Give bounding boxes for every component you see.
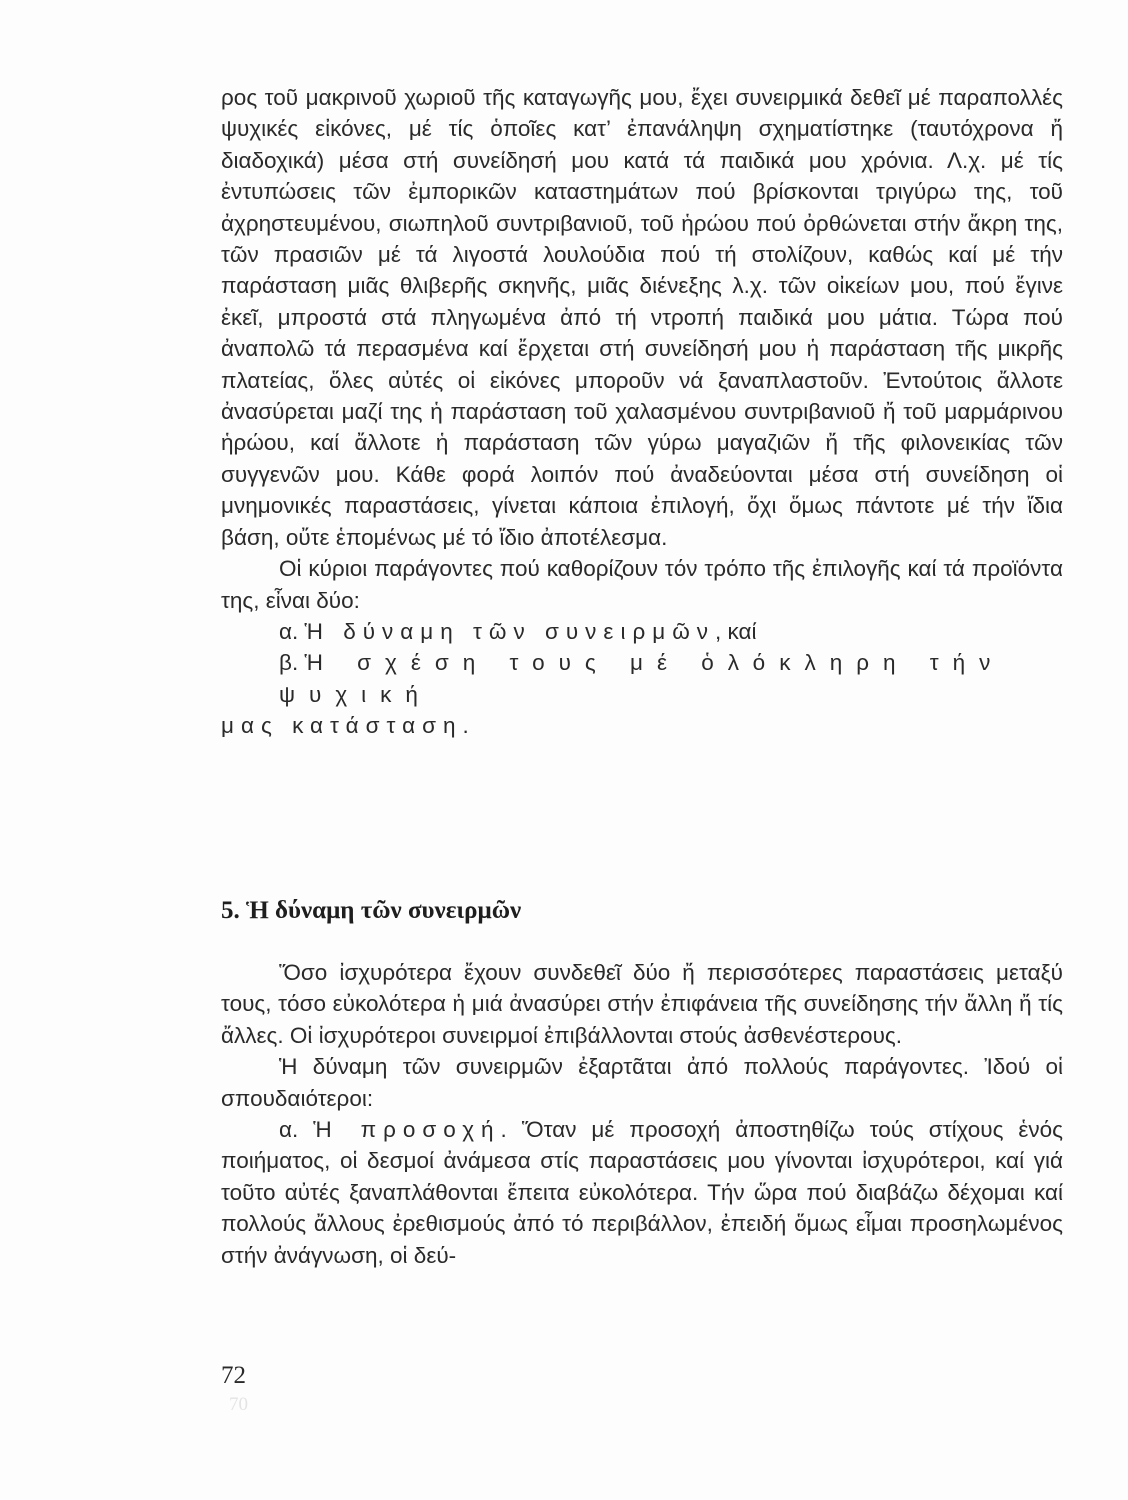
list-item-a-suffix: , καί (715, 618, 757, 644)
bottom-text-block (221, 957, 1063, 1271)
paragraph-strength: Ὅσο ἰσχυρότερα ἔχουν συνδεθεῖ δύο ἤ περισσότερες παραστάσεις μεταξύ τους, τόσο εὐκολότερα ἡ μιά ἀνασύρει στήν ἐπιφάνεια τῆς συνείδησης τήν ἄλλη ἤ τίς ἄλλες. Οἱ ἰσχυρότεροι συνειρμοί ἐπιβάλλονται στούς ἀσθενέστερους. (221, 960, 1063, 1048)
item-attention-spaced-title: Ἡ προσοχή (313, 1117, 501, 1143)
top-text-block (221, 82, 1063, 742)
list-item-a (221, 616, 1063, 647)
list-item-b-spaced-line1: Ἡ σχέση τους μέ ὁλόκληρη τήν ψυχική (279, 650, 1005, 707)
page-number: 72 (221, 1362, 246, 1389)
item-attention-prefix: α. (279, 1117, 314, 1143)
list-item-a-spaced-text: Ἡ δύναμη τῶν συνειρμῶν (304, 618, 716, 644)
list-item-b-continuation (221, 710, 1063, 741)
list-item-b (221, 647, 1063, 710)
list-item-a-prefix: α. (279, 618, 305, 644)
show-through-page-number: 70 (229, 1394, 248, 1415)
list-item-b-spaced-line2: μας κατάσταση (221, 713, 463, 739)
paragraph-dependence: Ἡ δύναμη τῶν συνειρμῶν ἐξαρτᾶται ἀπό πολλούς παράγοντες. Ἰδού οἱ σπουδαιότεροι: (221, 1054, 1063, 1111)
paragraph-factors: Οἱ κύριοι παράγοντες πού καθορίζουν τόν τρόπο τῆς ἐπιλογῆς καί τά προϊόντα της, εἶναι δύο: (221, 556, 1063, 613)
section-heading: 5. Ἡ δύναμη τῶν συνειρμῶν (221, 897, 522, 924)
item-attention-text: . Ὅταν μέ προσοχή ἀποστηθίζω τούς στίχους ἑνός ποιήματος, οἱ δεσμοί ἀνάμεσα στίς παραστάσεις μου γίνονται ἰσχυρότεροι, καί γιά τοῦτο αὐτές ξαναπλάθονται ἔπειτα εὐκολότερα. Τήν ὥρα πού διαβάζω δέχομαι καί πολλούς ἄλλους ἐρεθισμούς ἀπό τό περιβάλλον, ἐπειδή ὅμως εἶμαι προσηλωμένος στήν ἀνάγνωση, οἱ δεύ- (221, 1117, 1064, 1268)
item-attention (221, 1114, 1063, 1271)
list-item-b-prefix: β. (279, 650, 305, 676)
paragraph-continued: ρος τοῦ μακρινοῦ χωριοῦ τῆς καταγωγῆς μου, ἔχει συνειρμικά δεθεῖ μέ παραπολλές ψυχικές εἰκόνες, μέ τίς ὁποῖες κατ’ ἐπανάληψη σχηματίστηκε (ταυτόχρονα ἤ διαδοχικά) μέσα στή συνείδησή μου κατά τά παιδικά μου χρόνια. Λ.χ. μέ τίς ἐντυπώσεις τῶν ἐμπορικῶν καταστημάτων πού βρίσκονται τριγύρω της, τοῦ ἀχρηστευμένου, σιωπηλοῦ συντριβανιοῦ, τοῦ ἡρώου πού ὀρθώνεται στήν ἄκρη της, τῶν πρασιῶν μέ τά λιγοστά λουλούδια πού τή στολίζουν, καθώς καί μέ τήν παράσταση μιᾶς θλιβερῆς σκηνῆς, μιᾶς διένεξης λ.χ. τῶν οἰκείων μου, πού ἔγινε ἐκεῖ, μπροστά στά πληγωμένα ἀπό τή ντροπή παιδικά μου μάτια. Τώρα πού ἀναπολῶ τά περασμένα καί ἔρχεται στή συνείδησή μου ἡ παράσταση τῆς μικρῆς πλατείας, ὅλες αὐτές οἱ εἰκόνες μποροῦν νά ξαναπλαστοῦν. Ἐντούτοις ἄλλοτε ἀνασύρεται μαζί της ἡ παράσταση τοῦ χαλασμένου συντριβανιοῦ ἤ τοῦ μαρμάρινου ἡρώου, καί ἄλλοτε ἡ παράσταση τῶν γύρω μαγαζιῶν ἤ τῆς φιλονεικίας τῶν συγγενῶν μου. Κάθε φορά λοιπόν πού ἀναδεύονται μέσα στή συνείδηση οἱ μνημονικές παραστάσεις, γίνεται κάποια ἐπιλογή, ὄχι ὅμως πάντοτε μέ τήν ἴδια βάση, οὔτε ἑπομένως μέ τό ἴδιο ἀποτέλεσμα. (221, 85, 1063, 550)
list-item-b-suffix: . (462, 713, 476, 739)
